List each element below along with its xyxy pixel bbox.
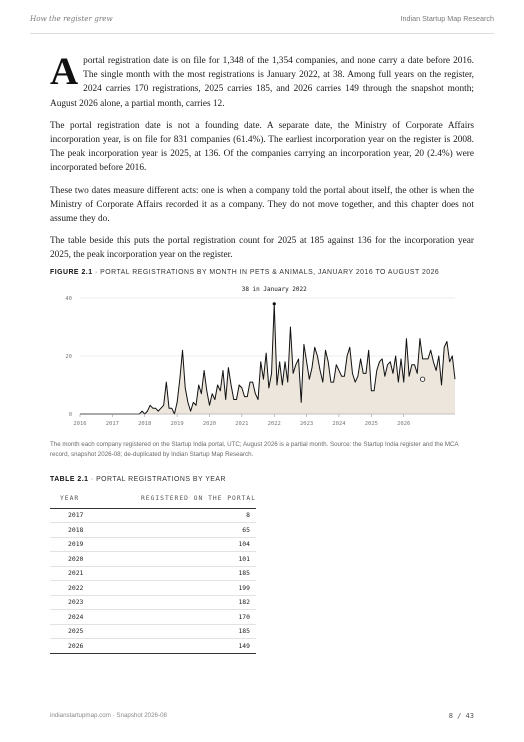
cell-count: 199 [96,581,256,596]
table-row [50,552,256,567]
x-tick-label: 2025 [364,421,378,427]
table-row [50,639,256,654]
peak-marker [273,302,276,305]
x-tick-label: 2019 [170,421,184,427]
page-header [30,14,494,34]
x-tick-label: 2026 [397,421,411,427]
table-row [50,624,256,639]
cell-count: 185 [96,624,256,639]
x-tick-label: 2020 [202,421,217,427]
table-separator: · [88,476,97,483]
cell-count: 8 [96,508,256,523]
cell-year: 2024 [50,610,96,625]
table-row [50,610,256,625]
cell-year: 2018 [50,523,96,538]
series-area [80,304,455,414]
paragraph-2: The portal registration date is not a founding date. A separate date, the Ministry of Corporate Affairs incorporation year, is on file for 831 companies (61.4%). The earliest incorporation year on the register is 2008. The peak incorporation year is 2025, at 136. Of the companies carrying an incorporation year, 20 (2.4%) were incorporated before 2016. [50,120,474,174]
y-tick-label: 40 [65,296,72,302]
cell-count: 65 [96,523,256,538]
body-text [50,50,474,271]
cell-year: 2026 [50,639,96,654]
cell-year: 2025 [50,624,96,639]
page-footer [50,712,474,720]
cell-year: 2021 [50,566,96,581]
figure-title: PORTAL REGISTRATIONS BY MONTH IN PETS & ANIMALS, JANUARY 2016 TO AUGUST 2026 [100,269,440,276]
cell-count: 101 [96,552,256,567]
table-row [50,595,256,610]
paragraph-1-text: portal registration date is on file for 1,348 of the 1,354 companies, and none carry a date before 2016. The single month with the most registrations is January 2022, at 38. Among full years on the register, 2024 carries 170 registrations, 2025 carries 185, and 2026 carries 149 through the snapshot month; August 2026 alone, a partial month, carries 12. [50,56,474,109]
table-row [50,566,256,581]
cell-count: 104 [96,537,256,552]
footer-site: indianstartupmap.com · Snapshot 2026-08 [50,712,167,719]
cell-year: 2020 [50,552,96,567]
figure-label: FIGURE 2.1 [50,269,93,276]
x-tick-label: 2022 [267,421,281,427]
cell-year: 2023 [50,595,96,610]
x-tick-label: 2023 [299,421,314,427]
page-number: 8 / 43 [448,712,474,720]
paragraph-4: The table beside this puts the portal registration count for 2025 at 185 against 136 for the incorporation year 2025, the peak incorporation year on the register. [50,236,474,261]
figure-note: The month each company registered on the Startup India portal, UTC; August 2026 is a partial month. Source: the Startup India register and the MCA record, snapshot 2026-08; de-duplicated by Indian Startup Map Research. [50,441,459,458]
column-header-count: REGISTERED ON THE PORTAL [96,489,256,508]
table-label: TABLE 2.1 [50,476,89,483]
x-tick-label: 2017 [105,421,119,427]
table-row [50,537,256,552]
cell-count: 170 [96,610,256,625]
chart-svg [50,284,470,434]
paragraph-3: These two dates measure different acts: one is when a company told the portal about itself, the other is when the Ministry of Corporate Affairs recorded it as a company. They do not move together, and this chapter does not assume they do. [50,185,474,225]
cell-year: 2019 [50,537,96,552]
figure-caption [50,269,490,276]
cell-count: 182 [96,595,256,610]
cell-count: 149 [96,639,256,654]
table-row [50,581,256,596]
registrations-chart [50,284,470,434]
column-header-year: YEAR [50,489,96,508]
table-row [50,523,256,538]
figure-separator: · [92,269,101,276]
table-caption [50,476,350,483]
x-tick-label: 2024 [332,421,346,427]
registrations-table [50,489,256,654]
table-title: PORTAL REGISTRATIONS BY YEAR [96,476,226,483]
y-tick-label: 0 [68,412,72,418]
running-publication-name: Indian Startup Map Research [400,14,494,23]
y-tick-label: 20 [65,354,72,360]
x-tick-label: 2018 [138,421,152,427]
running-section-title: How the register grew [30,14,113,23]
table-header-row [50,489,256,508]
paragraph-1 [50,50,474,111]
dropcap: A [50,50,79,93]
x-tick-label: 2016 [73,421,87,427]
end-marker [420,377,424,381]
x-tick-label: 2021 [235,421,249,427]
cell-year: 2017 [50,508,96,523]
cell-count: 185 [96,566,256,581]
cell-year: 2022 [50,581,96,596]
table-row [50,508,256,523]
peak-annotation: 38 in January 2022 [241,286,307,293]
